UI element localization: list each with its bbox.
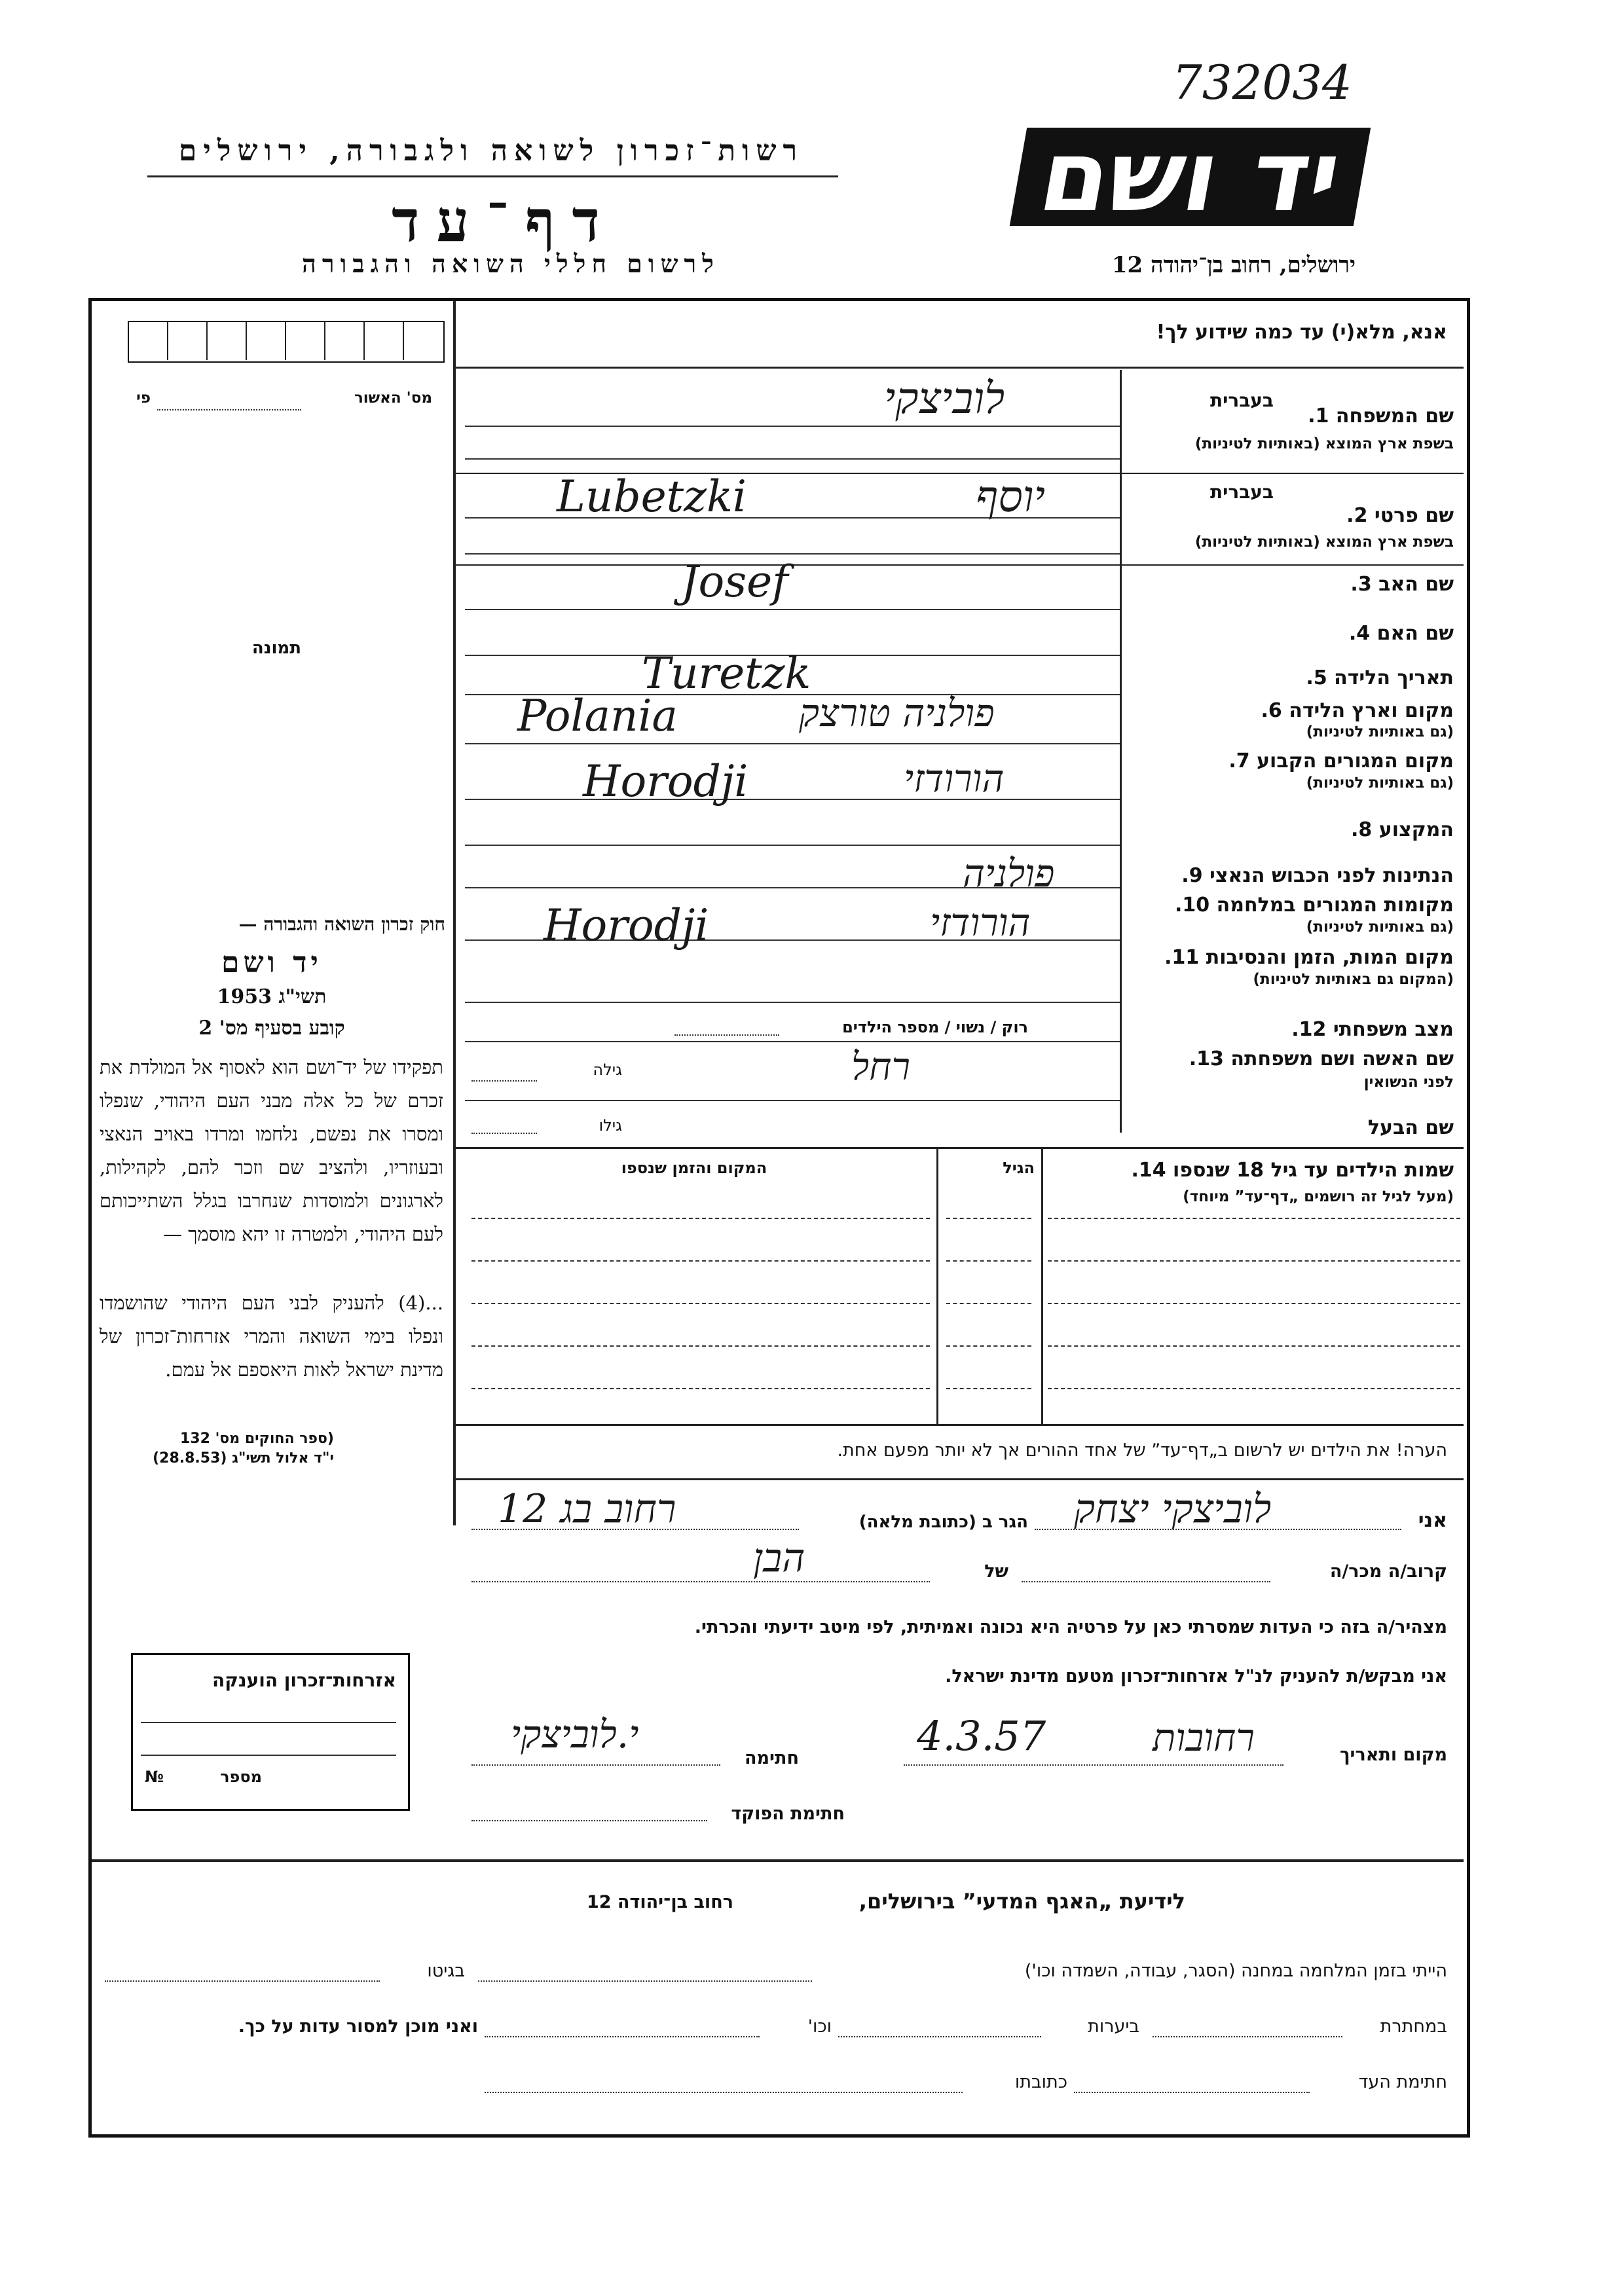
witness-name: לוביצקי יצחק: [1074, 1486, 1272, 1532]
field-3-label: [1126, 573, 1454, 596]
birth-place-latin: Polania: [517, 691, 678, 741]
forest-field[interactable]: [838, 2036, 1041, 2037]
field-6-label: [1126, 699, 1454, 722]
field-9-label: [1126, 864, 1454, 887]
footer-address: רחוב בן־יהודה 12: [586, 1892, 733, 1912]
footer-forest-label: ביערות: [1088, 2016, 1139, 2037]
decl-statement: מצהיר/ה בזה כי העדות שמסרתי כאן על פרטיה היא נכונה ואמיתית, לפי מיטב ידיעתי והכרתי.: [694, 1617, 1447, 1637]
institution-name: רשות־זכרון לשואה ולגבורה, ירושלים: [178, 134, 804, 168]
field-label: שם פרטי: [1374, 504, 1454, 527]
footer-ghetto-label: בגיטו: [427, 1961, 465, 1981]
children-col-divider: [936, 1149, 938, 1424]
field-num: 8.: [1350, 818, 1373, 841]
children-count-field[interactable]: [674, 1034, 779, 1036]
intro-divider: [455, 367, 1464, 369]
law-name: יד ושם: [221, 946, 322, 979]
in-hebrew-2: בעברית: [1209, 481, 1274, 503]
law-ref-2: י"ד אלול תשי"ג (28.8.53): [153, 1450, 334, 1467]
box-divider: [246, 321, 247, 360]
field-6-sub: (גם באותיות לטיניות): [1306, 723, 1454, 740]
surname-hebrew: לוביצקי: [884, 373, 1005, 424]
field-2-sub: בשפת ארץ המוצא (באותיות לטיניות): [1194, 534, 1454, 551]
signature-label: חתימה: [744, 1748, 799, 1768]
wife-age-label: גילה: [593, 1061, 622, 1079]
law-clause: קובע בסעיף מס' 2: [198, 1017, 345, 1040]
other-field[interactable]: [485, 2036, 760, 2037]
husband-label: שם הבעל: [1367, 1116, 1454, 1139]
relative-of-field[interactable]: [471, 1581, 930, 1582]
footer-underground-label: במחתרת: [1380, 2016, 1447, 2037]
child-age-row[interactable]: [946, 1303, 1031, 1304]
row-line: [465, 799, 1120, 800]
field-label: מצב משפחתי: [1333, 1018, 1454, 1041]
row-line: [465, 845, 1120, 846]
law-year: [98, 985, 445, 1008]
box-divider: [206, 321, 208, 360]
field-label: שם האם: [1376, 622, 1454, 645]
wartime-residence-hebrew: הורודזי: [930, 900, 1031, 945]
field-14-sub: (מעל לגיל זה רושמים „דף־עד” מיוחד): [1183, 1188, 1454, 1205]
field-label: המקצוע: [1378, 818, 1454, 841]
field-11-sub: (המקום גם באותיות לטיניות): [1253, 971, 1454, 988]
decl-relation-label: קרוב/ה מכר/ה: [1329, 1561, 1447, 1582]
children-col-divider: [1041, 1149, 1043, 1424]
place-date-label: מקום ותאריך: [1339, 1745, 1447, 1765]
form-subtitle: לרשום חללי השואה והגבורה: [302, 249, 720, 278]
field-7-sub: (גם באותיות לטיניות): [1306, 774, 1454, 792]
field-num: 6.: [1261, 699, 1282, 722]
marital-options: רוק / נשוי / מספר הילדים: [842, 1018, 1028, 1036]
approval-label: מס' האשור: [354, 390, 432, 407]
field-label: שם האשה ושם משפחתה: [1230, 1048, 1454, 1070]
declaration-divider: [455, 1478, 1464, 1480]
note-divider: [455, 1424, 1464, 1426]
field-label: מקום וארץ הלידה: [1289, 699, 1454, 722]
field-13-label: [1126, 1048, 1454, 1070]
box-divider: [167, 321, 168, 360]
relation-value: הבן: [753, 1535, 805, 1581]
field-num: 5.: [1306, 666, 1327, 689]
child-place-row[interactable]: [471, 1303, 930, 1304]
row-line: [465, 553, 1120, 555]
witness-address-footer-field[interactable]: [485, 2092, 963, 2093]
camp-field[interactable]: [478, 1980, 812, 1982]
footer-witness-signature-label: חתימת העד: [1358, 2072, 1447, 2092]
year: 1953: [217, 985, 272, 1008]
wartime-residence-latin: Horodji: [544, 900, 709, 951]
wife-age-field[interactable]: [471, 1080, 537, 1082]
field-num: 1.: [1308, 405, 1329, 428]
field-num: 7.: [1228, 750, 1250, 773]
certificate-no-sign: №: [145, 1768, 164, 1786]
field-14-label: [1041, 1159, 1454, 1182]
row-line: [465, 1041, 1120, 1042]
decl-i: אני: [1418, 1509, 1447, 1532]
box-divider: [363, 321, 365, 360]
law-title: חוק זכרון השואה והגבורה —: [238, 913, 445, 935]
children-place-col: המקום והזמן שנספו: [621, 1159, 767, 1177]
approval-boxes: [128, 321, 445, 363]
in-hebrew-1: בעברית: [1209, 390, 1274, 411]
field-8-label: [1126, 818, 1454, 841]
row-divider: [455, 564, 1464, 566]
box-divider: [285, 321, 286, 360]
field-num: 13.: [1189, 1048, 1224, 1070]
residence-hebrew: הורודזי: [904, 756, 1005, 801]
field-num: 3.: [1350, 573, 1372, 596]
children-divider: [455, 1147, 1464, 1149]
field-label: הנתינות לפני הכבוש הנאצי: [1209, 864, 1454, 887]
field-num: 14.: [1131, 1159, 1166, 1182]
certificate-number-label: מספר: [220, 1768, 262, 1786]
birth-place-hebrew: פולניה טורצק: [799, 691, 995, 735]
wife-name: רחל: [851, 1044, 910, 1089]
residence-latin: Horodji: [583, 756, 748, 807]
row-line: [465, 609, 1120, 610]
child-row[interactable]: [1048, 1260, 1460, 1262]
field-label: שם המשפחה: [1335, 405, 1454, 428]
footer-etc-label: וכו': [807, 2016, 832, 2037]
yad-vashem-logo: [1010, 120, 1371, 234]
row-line: [465, 426, 1120, 427]
field-label: מקום המגורים הקבוע: [1257, 750, 1454, 773]
child-age-row[interactable]: [946, 1218, 1031, 1219]
document-number: 732034: [1172, 55, 1352, 110]
child-place-row[interactable]: [471, 1260, 930, 1262]
surname-latin: Lubetzki: [557, 471, 747, 522]
husband-age-field[interactable]: [471, 1133, 537, 1134]
year-hebrew: תשי"ג: [278, 985, 327, 1008]
field-1-sub: בשפת ארץ המוצא (באותיות לטיניות): [1194, 435, 1454, 452]
child-age-row[interactable]: [946, 1345, 1031, 1347]
left-column-divider: [453, 301, 456, 1525]
signature-field[interactable]: [471, 1764, 720, 1766]
approval-suffix: פי: [136, 390, 151, 407]
footer-camp-line: הייתי בזמן המלחמה במחנה (הסגר, עבודה, השמדה וכו'): [1024, 1961, 1447, 1981]
certificate-title: אזרחות־זכרון הוענקה: [212, 1669, 396, 1691]
law-ref-1: (ספר החוקים מס' 132: [179, 1430, 334, 1447]
decl-address-label: הגר ב (כתובת מלאה): [858, 1512, 1028, 1532]
field-label: מקום המות, הזמן והנסיבות: [1206, 946, 1454, 969]
underground-field[interactable]: [1153, 2036, 1342, 2037]
note: הערה! את הילדים יש לרשום ב„דף־עד” של אחד ההורים אך לא יותר מפעם אחת.: [837, 1440, 1447, 1461]
footer-title: לידיעת „האגף המדעי” בירושלים,: [858, 1889, 1185, 1914]
field-num: 4.: [1348, 622, 1371, 645]
law-body: תפקידו של יד־ושם הוא לאסוף אל המולדת את זכרם של כל אלה מבני העם היהודי, שנפלו ומסרו את נפשם, נלחמו ומרדו באויב הנאצי ובעוזריו, ולהציב שם וזכר להם, לקהילות, לארגונים ולמוסדות שנחרבו בגלל השתייכותם לעם היהודי, ולמטרה זו יהא מוסמך —: [100, 1056, 443, 1245]
place-date-field[interactable]: [904, 1764, 1283, 1766]
form-intro: אנא, מלא(י) עד כמה שידוע לך!: [1156, 321, 1447, 344]
father-name: Josef: [681, 556, 788, 607]
child-row[interactable]: [1048, 1345, 1460, 1347]
field-11-label: [1126, 946, 1454, 969]
field-label: שם האב: [1378, 573, 1454, 596]
decl-of-label: של: [984, 1561, 1008, 1582]
decl-date: 4.3.57: [917, 1712, 1046, 1760]
signature: י.לוביצקי: [511, 1712, 639, 1757]
nationality: פולניה: [963, 851, 1055, 896]
field-2-label: [1126, 504, 1454, 527]
child-place-row[interactable]: [471, 1345, 930, 1347]
field-num: 10.: [1175, 894, 1210, 917]
husband-age-label: גילו: [599, 1116, 622, 1135]
witness-signature-field[interactable]: [1074, 2092, 1310, 2093]
officer-signature-field[interactable]: [471, 1820, 707, 1821]
field-label: שמות הילדים עד גיל 18 שנספו: [1173, 1159, 1454, 1182]
row-line: [465, 458, 1120, 460]
box-divider: [324, 321, 325, 360]
child-place-row[interactable]: [471, 1218, 930, 1219]
decl-request: אני מבקש/ת להעניק לנ"ל אזרחות־זכרון מטעם מדינת ישראל.: [945, 1666, 1447, 1686]
officer-signature-label: חתימת הפוקד: [731, 1804, 845, 1824]
child-row[interactable]: [1048, 1388, 1460, 1389]
ghetto-field[interactable]: [105, 1980, 380, 1982]
field-1-label: [1126, 405, 1454, 428]
footer-willing: ואני מוכן למסור עדות על כך.: [238, 2016, 478, 2037]
field-num: 2.: [1346, 504, 1368, 527]
label-column-divider: [1120, 370, 1122, 1133]
logo-text: יד ושם: [1031, 120, 1349, 234]
decl-city: רחובות: [1153, 1715, 1255, 1760]
child-row[interactable]: [1048, 1218, 1460, 1219]
field-7-label: [1126, 750, 1454, 773]
field-4-label: [1126, 622, 1454, 645]
row-line: [465, 1002, 1120, 1003]
footer-address-label: כתובתו: [1014, 2072, 1067, 2092]
photo-label: תמונה: [251, 638, 301, 658]
address: ירושלים, רחוב בן־יהודה 12: [1111, 252, 1356, 278]
field-num: 9.: [1181, 864, 1203, 887]
children-age-col: הגיל: [1003, 1159, 1035, 1177]
form-title: דף־עד: [392, 187, 617, 255]
birth-date: Turetzk: [642, 648, 811, 699]
child-age-row[interactable]: [946, 1260, 1031, 1262]
certificate-line[interactable]: [141, 1755, 396, 1756]
witness-address: 12 רחוב בג: [498, 1486, 676, 1532]
approval-field[interactable]: [157, 409, 301, 410]
child-age-row[interactable]: [946, 1388, 1031, 1389]
row-line: [465, 743, 1120, 744]
field-5-label: [1126, 666, 1454, 689]
field-num: 11.: [1164, 946, 1200, 969]
box-divider: [403, 321, 404, 360]
field-12-label: [1126, 1018, 1454, 1041]
header-underline: [147, 175, 838, 177]
law-body-2: ...(4) להעניק לבני העם היהודי שהושמדו ונפלו בימי השואה והמרי אזרחות־זכרון של מדינת ישראל לאות היאספם אל עמם.: [100, 1292, 443, 1381]
relation-field[interactable]: [1022, 1581, 1270, 1582]
field-10-label: [1126, 894, 1454, 917]
footer-divider: [92, 1859, 1464, 1862]
certificate-line[interactable]: [141, 1722, 396, 1723]
child-row[interactable]: [1048, 1303, 1460, 1304]
child-place-row[interactable]: [471, 1388, 930, 1389]
field-label: מקומות המגורים במלחמה: [1216, 894, 1454, 917]
field-num: 12.: [1291, 1018, 1327, 1041]
field-10-sub: (גם באותיות לטיניות): [1306, 919, 1454, 936]
field-label: תאריך הלידה: [1334, 666, 1454, 689]
firstname-hebrew: יוסף: [976, 471, 1045, 522]
field-13-sub: לפני הנשואין: [1363, 1074, 1454, 1091]
row-line: [465, 1100, 1120, 1101]
